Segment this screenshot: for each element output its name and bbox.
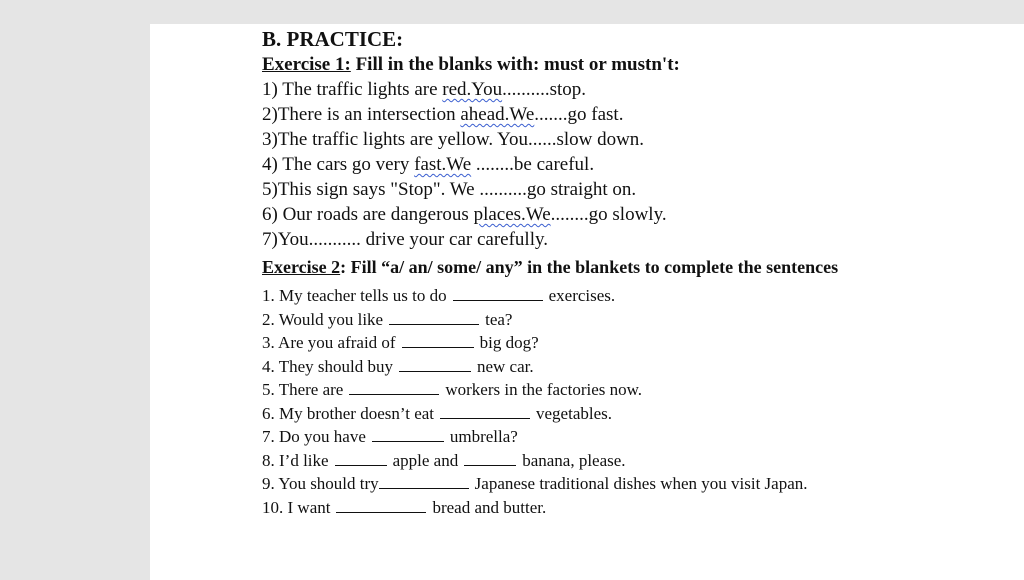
exercise-1-name: Exercise 1:: [262, 54, 351, 75]
exercise-2-item: 2. Would you like tea?: [262, 309, 513, 329]
answer-blank[interactable]: [440, 404, 530, 419]
exercise-2-item: 8. I’d like apple and banana, please.: [262, 450, 626, 470]
answer-blank[interactable]: [399, 357, 471, 372]
exercise-2-list: [262, 284, 962, 519]
exercise-1-item: 7)You........... drive your car carefully.: [262, 229, 548, 250]
document-page: [150, 24, 1024, 580]
exercise-2-item: 3. Are you afraid of big dog?: [262, 333, 539, 352]
answer-blank[interactable]: [335, 451, 387, 466]
answer-blank[interactable]: [379, 474, 469, 489]
exercise-2-item: 1. My teacher tells us to do exercises.: [262, 286, 616, 305]
exercise-2-item: 6. My brother doesn’t eat vegetables.: [262, 403, 613, 423]
document-content: [262, 26, 962, 519]
answer-blank[interactable]: [389, 310, 479, 325]
exercise-1-item: 2)There is an intersection ahead.We.......go fast.: [262, 104, 624, 125]
exercise-1-list: [262, 77, 962, 252]
exercise-2-item: 7. Do you have umbrella?: [262, 427, 518, 446]
answer-blank[interactable]: [336, 498, 426, 513]
exercise-1-item: 4) The cars go very fast.We ........be careful.: [262, 154, 595, 175]
exercise-2-instruction: : Fill “a/ an/ some/ any” in the blankets to complete the sentences: [340, 257, 839, 277]
exercise-1-item: 1) The traffic lights are red.You..........stop.: [262, 79, 587, 100]
exercise-1-item: 5)This sign says "Stop". We ..........go straight on.: [262, 179, 637, 200]
exercise-2-item: 9. You should try Japanese traditional dishes when you visit Japan.: [262, 474, 808, 493]
exercise-1-item: 6) Our roads are dangerous places.We........go slowly.: [262, 204, 667, 225]
exercise-2-item: 5. There are workers in the factories now.: [262, 380, 643, 399]
exercise-2-item: 4. They should buy new car.: [262, 356, 534, 376]
answer-blank[interactable]: [349, 380, 439, 395]
exercise-1-title: [262, 52, 962, 77]
exercise-2-name: Exercise 2: [262, 257, 341, 277]
exercise-2-title: [262, 256, 962, 278]
answer-blank[interactable]: [372, 427, 444, 442]
exercise-1-instruction: Fill in the blanks with: must or mustn't:: [355, 54, 680, 75]
exercise-2-item: 10. I want bread and butter.: [262, 497, 547, 517]
answer-blank[interactable]: [464, 451, 516, 466]
answer-blank[interactable]: [453, 286, 543, 301]
exercise-1-item: 3)The traffic lights are yellow. You......slow down.: [262, 129, 645, 150]
answer-blank[interactable]: [402, 333, 474, 348]
practice-heading: B. PRACTICE:: [262, 27, 404, 51]
